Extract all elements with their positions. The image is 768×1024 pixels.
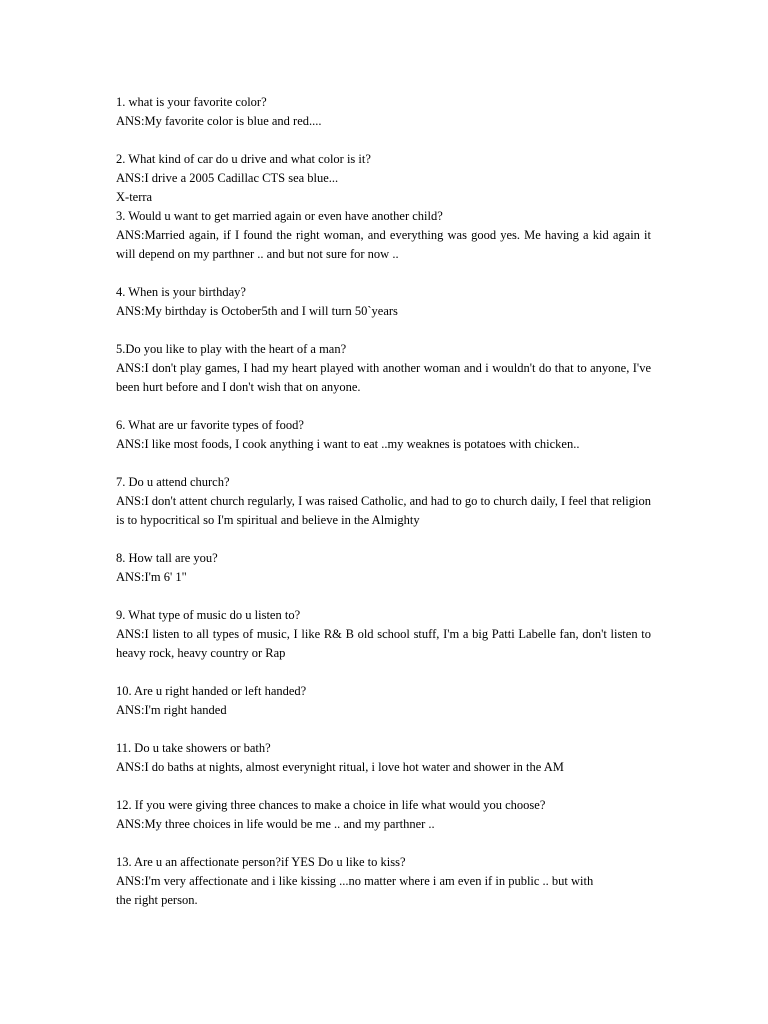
answer-4: ANS:My birthday is October5th and I will turn 50`years <box>116 304 398 318</box>
answer-8: ANS:I'm 6' 1" <box>116 570 187 584</box>
answer-7: ANS:I don't attent church regularly, I was raised Catholic, and had to go to church daily, I feel that religion is to hypocritical so I'm spiritual and believe in the Almighty <box>116 494 651 527</box>
qa-item-13 <box>116 853 651 910</box>
qa-item-10 <box>116 682 651 720</box>
answer-1: ANS:My favorite color is blue and red.... <box>116 114 322 128</box>
question-2: 2. What kind of car do u drive and what color is it? <box>116 152 371 166</box>
question-12: 12. If you were giving three chances to make a choice in life what would you choose? <box>116 798 546 812</box>
question-11: 11. Do u take showers or bath? <box>116 741 271 755</box>
qa-item-2 <box>116 150 651 207</box>
qa-item-4 <box>116 283 651 321</box>
question-1: 1. what is your favorite color? <box>116 95 267 109</box>
answer-13: ANS:I'm very affectionate and i like kissing ...no matter where i am even if in public .. but with <box>116 874 594 888</box>
question-4: 4. When is your birthday? <box>116 285 246 299</box>
question-6: 6. What are ur favorite types of food? <box>116 418 304 432</box>
qa-item-11 <box>116 739 651 777</box>
answer-2-continued: X-terra <box>116 190 153 204</box>
question-7: 7. Do u attend church? <box>116 475 230 489</box>
document-page <box>116 93 651 929</box>
answer-13-continued: the right person. <box>116 893 198 907</box>
qa-item-7 <box>116 473 651 530</box>
qa-item-5 <box>116 340 651 397</box>
answer-11: ANS:I do baths at nights, almost everynight ritual, i love hot water and shower in the AM <box>116 760 564 774</box>
question-9: 9. What type of music do u listen to? <box>116 608 301 622</box>
question-13: 13. Are u an affectionate person?if YES Do u like to kiss? <box>116 855 406 869</box>
qa-item-6 <box>116 416 651 454</box>
question-8: 8. How tall are you? <box>116 551 218 565</box>
answer-12: ANS:My three choices in life would be me .. and my parthner .. <box>116 817 435 831</box>
answer-10: ANS:I'm right handed <box>116 703 227 717</box>
answer-9: ANS:I listen to all types of music, I like R& B old school stuff, I'm a big Patti Labelle fan, don't listen to heavy rock, heavy country or Rap <box>116 627 651 660</box>
qa-item-1 <box>116 93 651 131</box>
question-3: 3. Would u want to get married again or even have another child? <box>116 209 443 223</box>
qa-item-8 <box>116 549 651 587</box>
answer-3: ANS:Married again, if I found the right woman, and everything was good yes. Me having a kid again it will depend on my parthner .. and but not sure for now .. <box>116 228 651 261</box>
answer-2: ANS:I drive a 2005 Cadillac CTS sea blue... <box>116 171 339 185</box>
qa-item-3 <box>116 207 651 264</box>
answer-6: ANS:I like most foods, I cook anything i want to eat ..my weaknes is potatoes with chicken.. <box>116 437 580 451</box>
question-5: 5.Do you like to play with the heart of a man? <box>116 342 347 356</box>
qa-item-9 <box>116 606 651 663</box>
answer-5: ANS:I don't play games, I had my heart played with another woman and i wouldn't do that to anyone, I've been hurt before and I don't wish that on anyone. <box>116 361 651 394</box>
question-10: 10. Are u right handed or left handed? <box>116 684 307 698</box>
qa-item-12 <box>116 796 651 834</box>
